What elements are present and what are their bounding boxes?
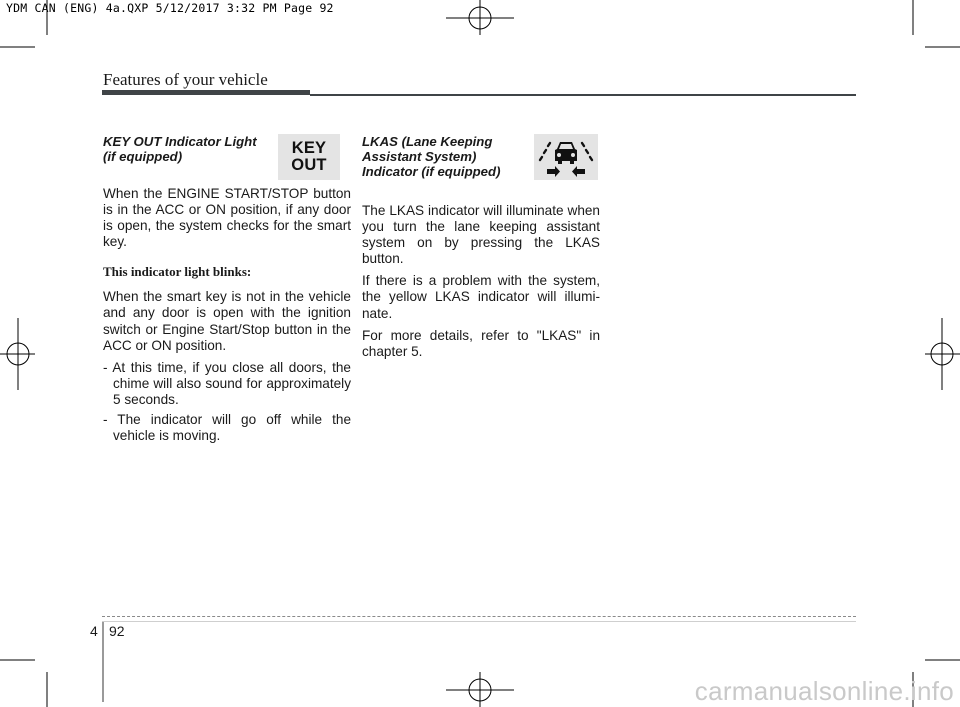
key-out-heading	[103, 134, 257, 164]
key-out-paragraph-1: When the ENGINE START/STOP button is in the ACC or ON position, if any door is open, the system checks for the smart key.	[103, 186, 351, 250]
key-out-subheading: This indicator light blinks:	[103, 264, 252, 280]
lkas-paragraph-1: The LKAS indicator will illuminate when you turn the lane keeping assistant system on by pressing the LKAS button.	[362, 203, 600, 267]
lkas-paragraph-3: For more details, refer to "LKAS" in chapter 5.	[362, 327, 600, 359]
key-out-heading-line1: KEY OUT Indicator Light	[103, 134, 257, 149]
key-out-icon-line2: OUT	[291, 156, 327, 174]
footer-rule-dashed	[102, 616, 856, 617]
key-out-bullet-2: - The indicator will go off while the vehicle is moving.	[103, 412, 351, 444]
key-out-bullet-1: - At this time, if you close all doors, the chime will also sound for approximately 5 seconds.	[103, 359, 351, 407]
header-rule-thin	[310, 94, 856, 96]
lkas-car-lanes-icon	[534, 134, 598, 180]
printer-slug: YDM CAN (ENG) 4a.QXP 5/12/2017 3:32 PM Page 92	[6, 1, 334, 15]
lkas-indicator-icon	[534, 134, 598, 180]
lkas-heading-line3: Indicator (if equipped)	[362, 164, 501, 179]
lkas-heading-line1: LKAS (Lane Keeping	[362, 134, 493, 149]
chapter-number: 4	[90, 623, 98, 639]
footer-rule	[102, 621, 856, 622]
header-rule-thick	[102, 90, 310, 95]
lkas-heading-line2: Assistant System)	[362, 149, 477, 164]
key-out-indicator-icon	[278, 134, 340, 180]
lkas-paragraph-2: If there is a problem with the system, the yellow LKAS indicator will illumi-nate.	[362, 273, 600, 321]
page-header-title: Features of your vehicle	[103, 70, 268, 89]
key-out-body	[103, 186, 351, 448]
page-number: 92	[109, 623, 125, 639]
key-out-paragraph-2: When the smart key is not in the vehicle and any door is open with the ignition switch or Engine Start/Stop button in the ACC or ON position.	[103, 289, 351, 353]
key-out-heading-line2: (if equipped)	[103, 149, 183, 164]
lkas-heading	[362, 134, 500, 179]
footer-divider	[102, 622, 104, 702]
site-watermark: carmanualsonline.info	[694, 676, 954, 706]
lkas-body	[362, 203, 600, 366]
key-out-icon-line1: KEY	[291, 139, 327, 157]
